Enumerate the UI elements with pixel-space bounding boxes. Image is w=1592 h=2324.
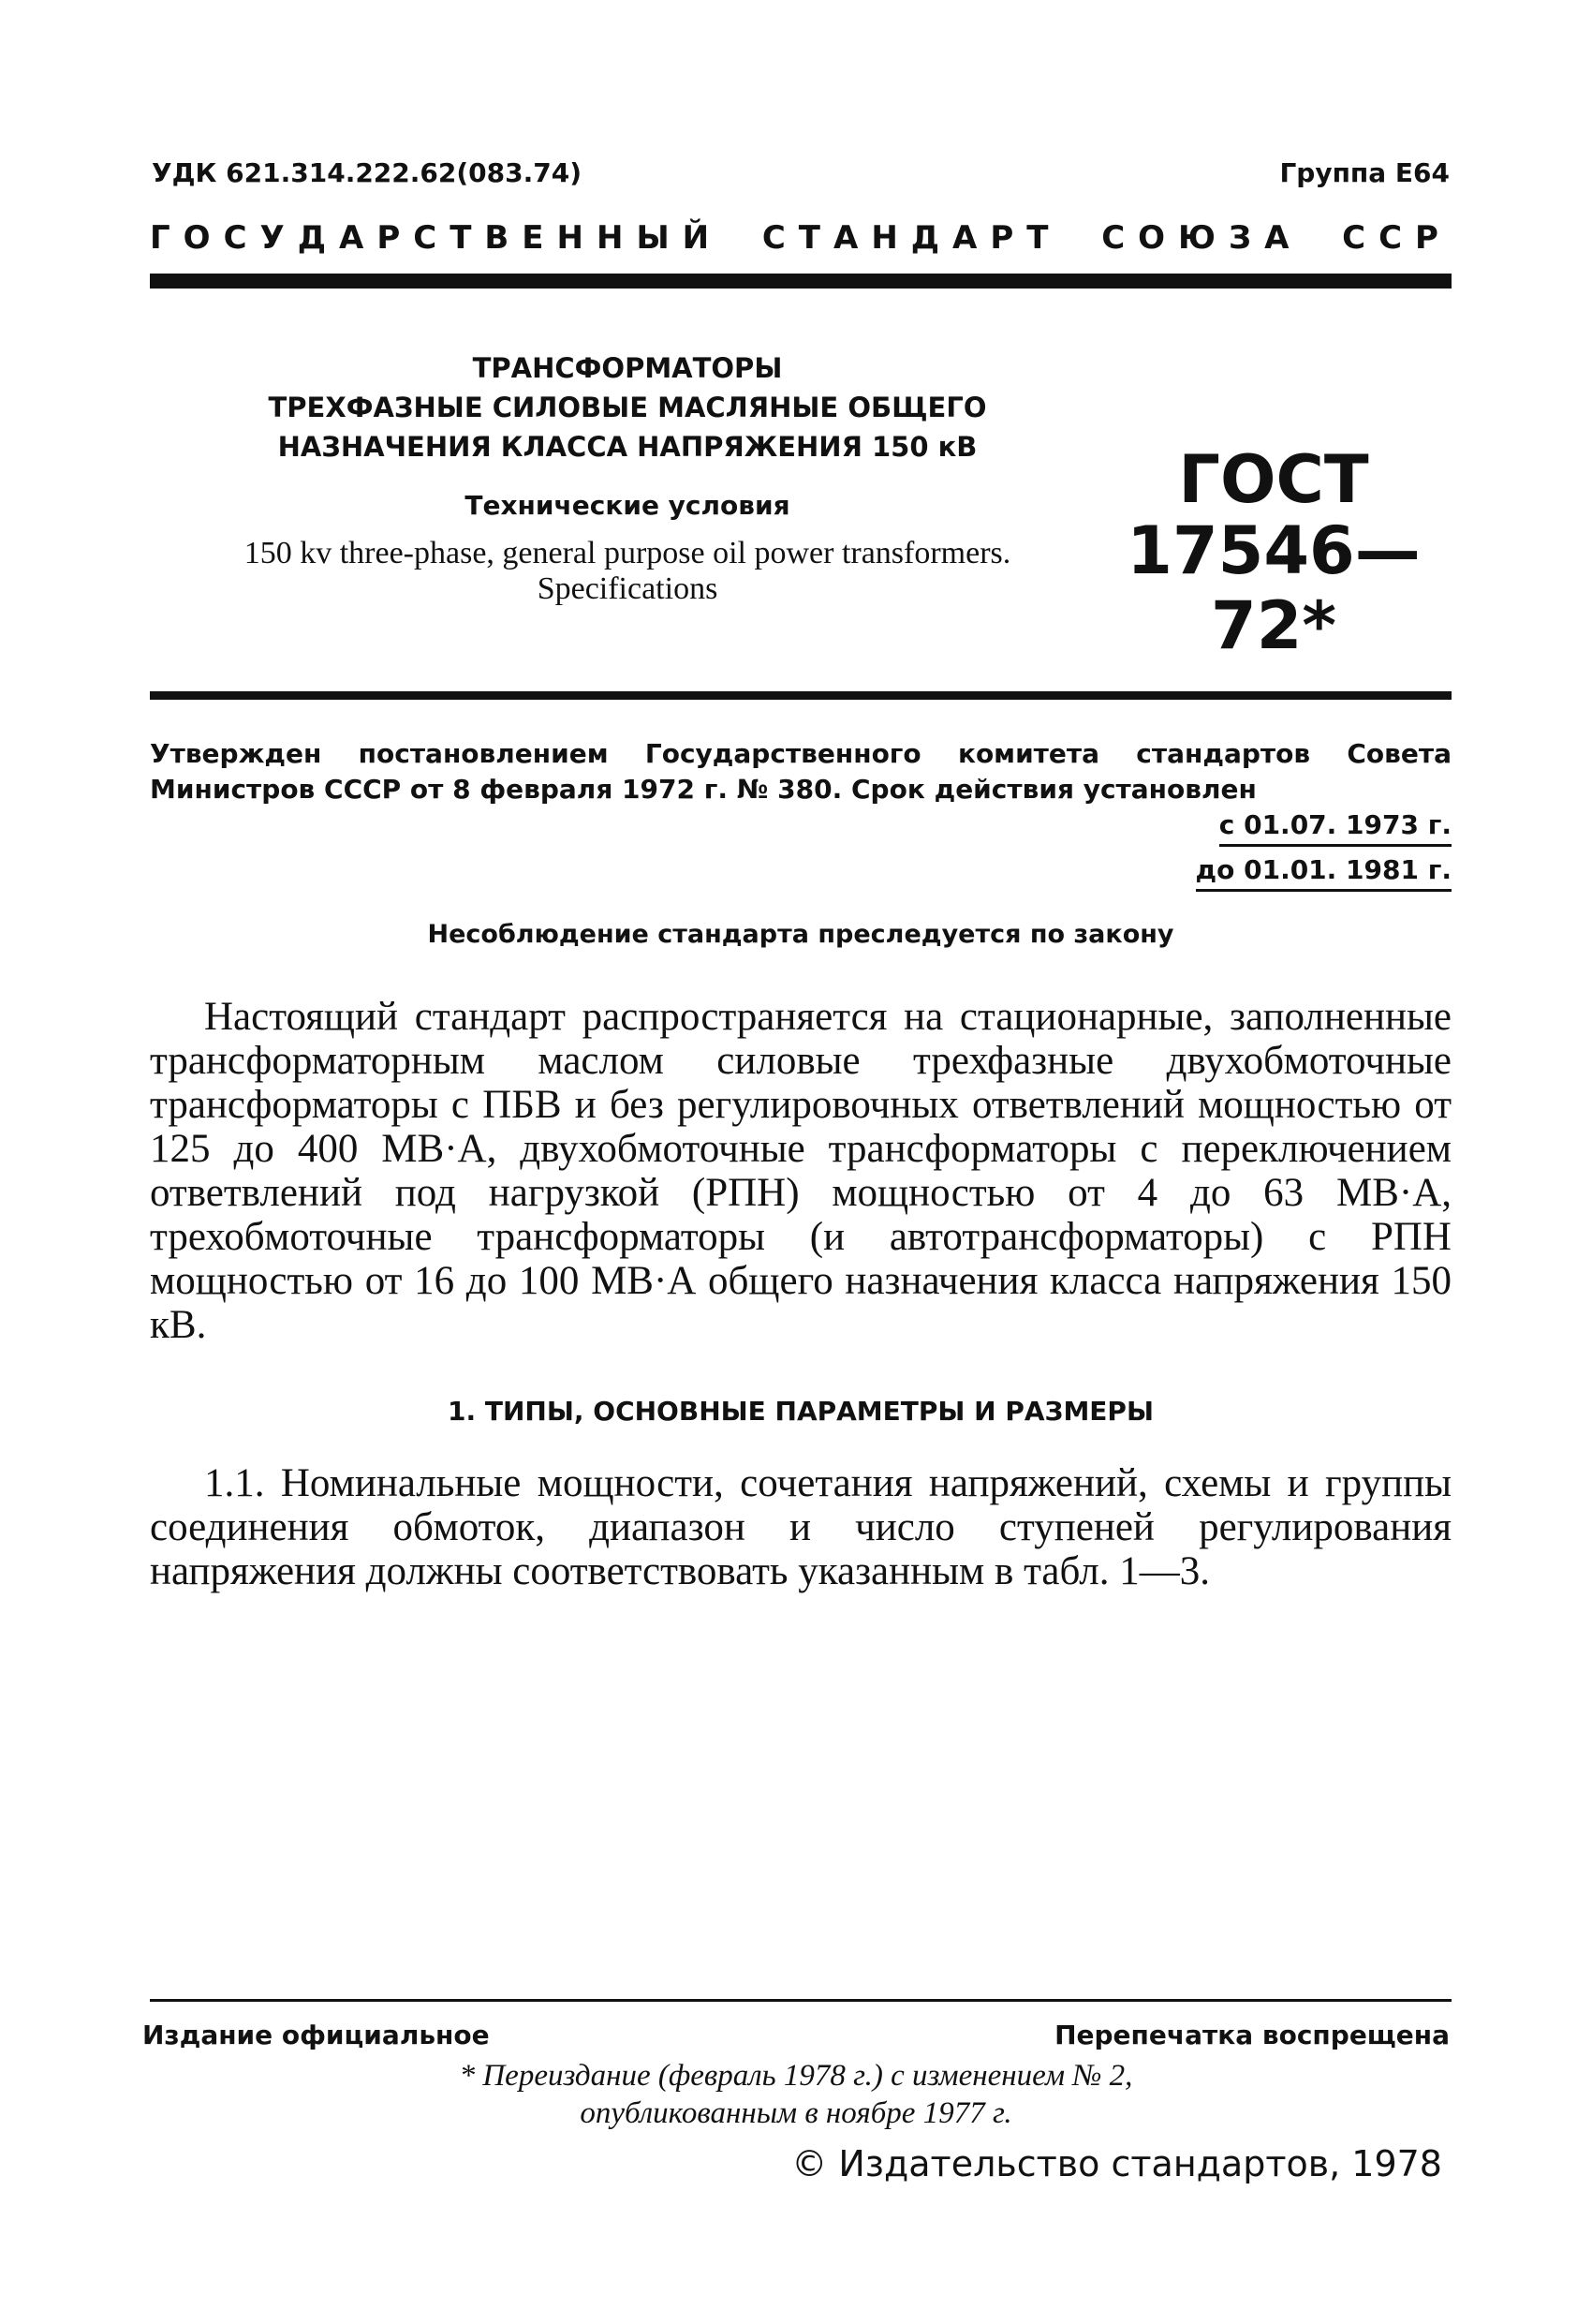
intro-paragraph: Настоящий стандарт распространяется на стационарные, заполненные трансформаторным маслом силовые трехфазные двухобмоточные трансформаторы с ПБВ и без регулировочных ответвлений мощностью от 125 до 400 МВ·А, двухобмоточные трансформаторы с переключением ответвлений под нагрузкой (РПН) мощностью от 4 до 63 МВ·А, трехобмоточные трансформаторы (и автотрансформаторы) с РПН мощностью от 16 до 100 МВ·А общего назначения класса напряжения 150 кВ.: [150, 995, 1452, 1347]
middle-rule: [150, 691, 1452, 700]
top-rule: [150, 274, 1452, 289]
approval-line-2: Министров СССР от 8 февраля 1972 г. № 380. Срок действия установлен: [150, 774, 1257, 805]
gost-number: 17546—72*: [1127, 512, 1421, 664]
approval-line-1: Утвержден постановлением Государственного комитета стандартов Совета: [150, 738, 1452, 769]
edition-label: Издание официальное: [142, 2020, 490, 2050]
state-standard-title: [150, 219, 1452, 257]
english-title: 150 kv three-phase, general purpose oil power transformers. Specifications: [243, 536, 1011, 606]
document-title-block: [215, 348, 1039, 607]
gost-label: ГОСТ: [1178, 441, 1369, 518]
technical-conditions-label: Технические условия: [464, 490, 790, 521]
footnote: [281, 2057, 1311, 2132]
reprint-label: Перепечатка воспрещена: [1054, 2020, 1450, 2050]
title-line: ТРЕХФАЗНЫЕ СИЛОВЫЕ МАСЛЯНЫЕ ОБЩЕГО: [268, 392, 987, 423]
state-title-word: ССР: [1342, 219, 1452, 257]
state-title-word: СТАНДАРТ: [761, 219, 1062, 257]
state-title-word: ГОСУДАРСТВЕННЫЙ: [150, 219, 723, 257]
section-heading: 1. ТИПЫ, ОСНОВНЫЕ ПАРАМЕТРЫ И РАЗМЕРЫ: [448, 1396, 1154, 1427]
validity-to: до 01.01. 1981 г.: [1196, 854, 1452, 892]
legal-warning: Несоблюдение стандарта преследуется по закону: [427, 920, 1174, 949]
title-line: НАЗНАЧЕНИЯ КЛАССА НАПРЯЖЕНИЯ 150 кВ: [277, 431, 978, 463]
footnote-line: опубликованным в ноябре 1977 г.: [580, 2096, 1012, 2130]
state-title-word: СОЮЗА: [1101, 219, 1303, 257]
bottom-rule: [150, 1999, 1452, 2002]
validity-from: с 01.07. 1973 г.: [1219, 809, 1452, 847]
udk-code: УДК 621.314.222.62(083.74): [152, 157, 582, 188]
group-code: Группа Е64: [1279, 157, 1450, 188]
publisher-copyright: © Издательство стандартов, 1978: [791, 2143, 1442, 2184]
title-line: ТРАНСФОРМАТОРЫ: [472, 352, 783, 384]
footnote-line: * Переиздание (февраль 1978 г.) с изменением № 2,: [459, 2059, 1133, 2093]
clause-1-1: 1.1. Номинальные мощности, сочетания напряжений, схемы и группы соединения обмоток, диапазон и число ступеней регулирования напряжения должны соответствовать указанным в табл. 1—3.: [150, 1461, 1452, 1593]
